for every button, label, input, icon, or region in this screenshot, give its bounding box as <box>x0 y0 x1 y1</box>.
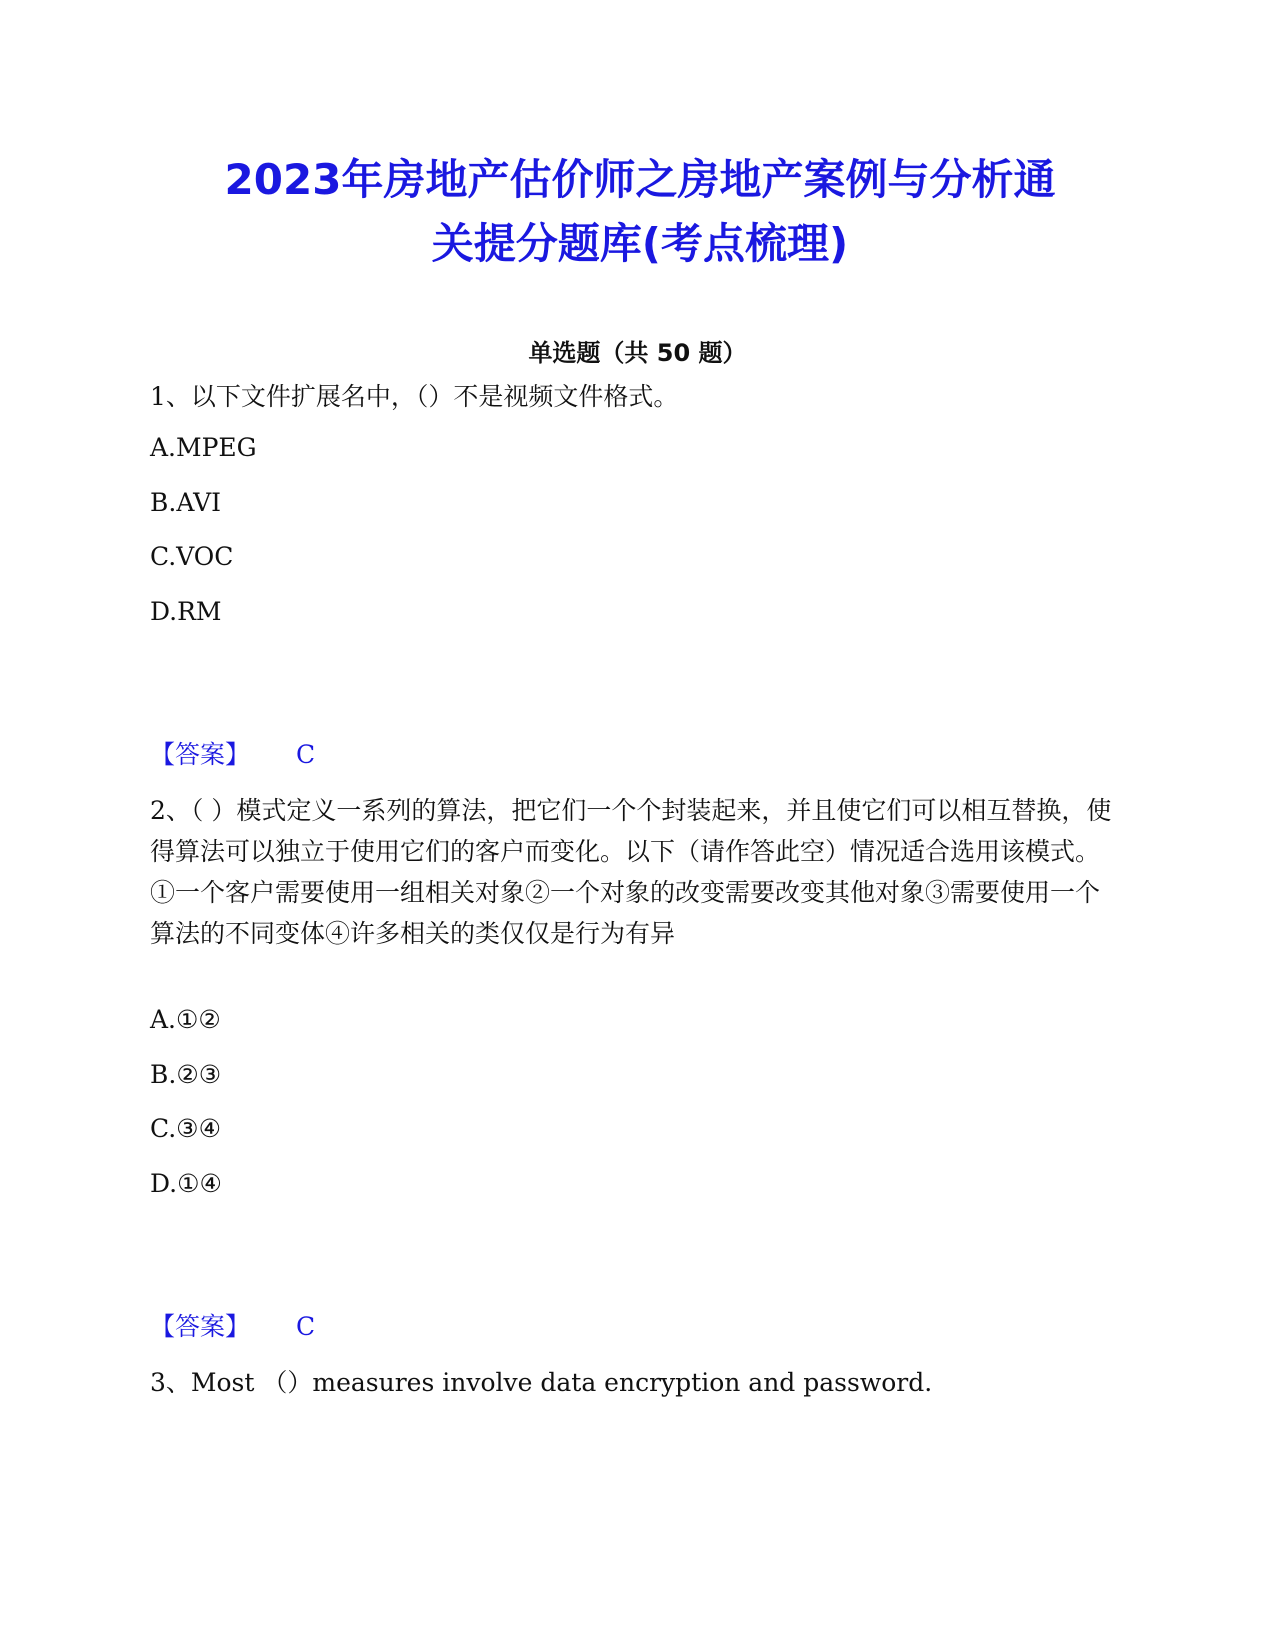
answer-label: 【答案】 <box>150 740 251 769</box>
answer-value: C <box>296 740 316 769</box>
question-1-option-d: D.RM <box>150 597 222 626</box>
question-1-option-c: C.VOC <box>150 542 234 571</box>
question-1-stem: 1、以下文件扩展名中，（）不是视频文件格式。 <box>150 382 679 411</box>
document-title <box>140 148 1140 276</box>
question-2-stem: 2、（ ）模式定义一系列的算法，把它们一个个封装起来，并且使它们可以相互替换，使得算法可以独立于使用它们的客户而变化。以下（请作答此空）情况适合选用该模式。①一个客户需要使用一组相关对象②一个对象的改变需要改变其他对象③需要使用一个算法的不同变体④许多相关的类仅仅是行为有异 <box>150 796 1112 948</box>
document-title-line-1: 2023年房地产估价师之房地产案例与分析通 <box>224 155 1056 204</box>
document-title-line-2: 关提分题库(考点梳理) <box>431 219 849 268</box>
question-2-answer <box>150 1310 315 1344</box>
question-2-option-c: C.③④ <box>150 1114 222 1143</box>
question-2-option-d: D.①④ <box>150 1169 222 1198</box>
question-2-option-b: B.②③ <box>150 1060 222 1089</box>
answer-label: 【答案】 <box>150 1312 251 1341</box>
question-3-stem: 3、Most （）measures involve data encryption and password. <box>150 1368 933 1397</box>
section-heading: 单选题（共 50 题） <box>528 339 747 367</box>
question-1-answer <box>150 738 315 772</box>
question-1-option-a: A.MPEG <box>150 433 257 462</box>
question-1-option-b: B.AVI <box>150 488 222 517</box>
answer-value: C <box>296 1312 316 1341</box>
question-2-option-a: A.①② <box>150 1005 221 1034</box>
